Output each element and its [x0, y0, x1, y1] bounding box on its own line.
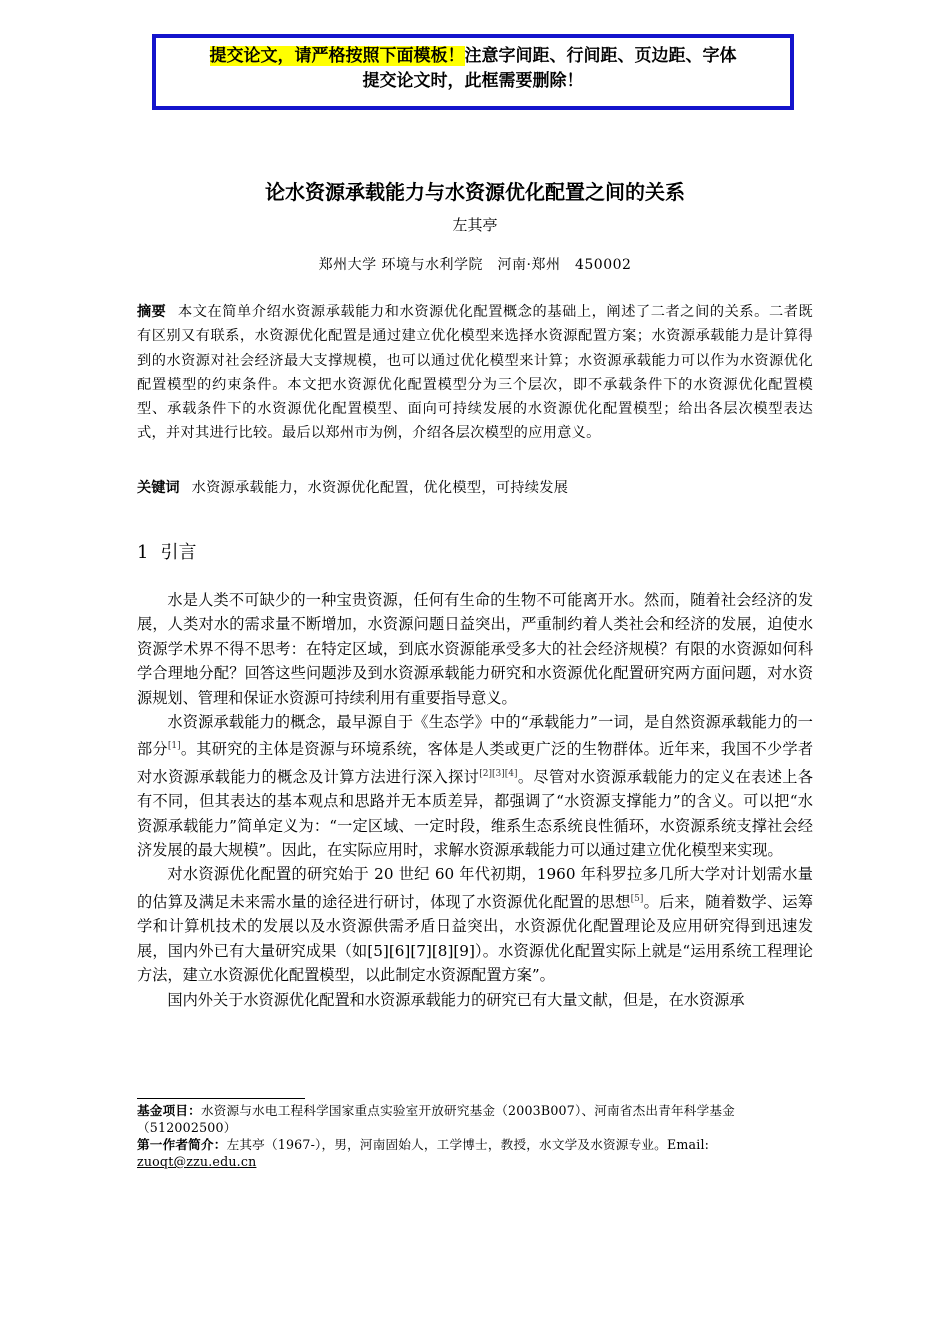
- p2-text-c: 。尽管对水资源承载能力的定义在表述上各有不同，但其表达的基本观点和思路并无本质差异，都强调了“水资源支撑能力”的含义。可以把“水资源承载能力”简单定义为：“一定区域、一定时段，维系生态系统良性循环，水资源系统支撑社会经济发展的最大规模”。因此，在实际应用时，求解水资源承载能力可以通过建立优化模型来实现。: [137, 767, 814, 860]
- fund-label: 基金项目：: [137, 1103, 201, 1118]
- template-notice-box: [152, 34, 794, 110]
- footnote-divider: [137, 1098, 305, 1099]
- body-text: [137, 588, 813, 1012]
- paper-author: 左其亭: [452, 216, 498, 234]
- keywords-text: 水资源承载能力，水资源优化配置，优化模型，可持续发展: [191, 480, 569, 496]
- fund-note: [137, 1102, 813, 1136]
- notice-rest: 注意字间距、行间距、页边距、字体: [464, 46, 737, 66]
- footnote: [137, 1102, 813, 1170]
- paragraph-2: [137, 710, 813, 862]
- citation-ref: [1]: [167, 741, 181, 752]
- notice-highlight: 提交论文，请严格按照下面模板！: [209, 46, 465, 66]
- citation-ref: [5]: [630, 893, 644, 904]
- paper-affiliation: 郑州大学 环境与水利学院 河南·郑州 450002: [318, 257, 632, 273]
- keywords: [137, 477, 813, 497]
- author-note-text: 左其亭（1967-），男，河南固始人，工学博士，教授，水文学及水资源专业。Email:: [226, 1137, 710, 1152]
- abstract-text: 本文在简单介绍水资源承载能力和水资源优化配置概念的基础上，阐述了二者之间的关系。二者既有区别又有联系，水资源优化配置是通过建立优化模型来选择水资源配置方案；水资源承载能力是计算得到的水资源对社会经济最大支撑规模，也可以通过优化模型来计算；水资源承载能力可以作为水资源优化配置模型的约束条件。本文把水资源优化配置模型分为三个层次，即不承载条件下的水资源优化配置模型、承载条件下的水资源优化配置模型、面向可持续发展的水资源优化配置模型；给出各层次模型表达式，并对其进行比较。最后以郑州市为例，介绍各层次模型的应用意义。: [137, 304, 813, 442]
- notice-line-1: [156, 44, 790, 69]
- author-note-label: 第一作者简介：: [137, 1137, 227, 1152]
- p3-text-a: 对水资源优化配置的研究始于 20 世纪 60 年代初期，1960 年科罗拉多几所大学对计划需水量的估算及满足未来需水量的途径进行研讨，体现了水资源优化配置的思想: [137, 865, 813, 911]
- p2-text-b: 。其研究的主体是资源与环境系统，客体是人类或更广泛的生物群体。近年来，我国不少学者对水资源承载能力的概念及计算方法进行深入探讨: [137, 740, 814, 786]
- paragraph-1: 水是人类不可缺少的一种宝贵资源，任何有生命的生物不可能离开水。然而，随着社会经济的发展，人类对水的需求量不断增加，水资源问题日益突出，严重制约着人类社会和经济的发展，迫使水资源学术界不得不思考：在特定区域，到底水资源能承受多大的社会经济规模？有限的水资源如何科学合理地分配？回答这些问题涉及到水资源承载能力研究和水资源优化配置研究两方面问题，对水资源规划、管理和保证水资源可持续利用有重要指导意义。: [137, 591, 813, 707]
- section-title: 引言: [160, 542, 197, 563]
- abstract-label: 摘要: [137, 304, 166, 320]
- paper-title: 论水资源承载能力与水资源优化配置之间的关系: [265, 180, 685, 204]
- abstract: [137, 300, 813, 446]
- author-note: [137, 1136, 813, 1170]
- email-link[interactable]: zuoqt@zzu.edu.cn: [137, 1154, 257, 1169]
- p3-text-b: 。后来，随着数学、运筹学和计算机技术的发展以及水资源供需矛盾日益突出，水资源优化配置理论及应用研究得到迅速发展，国内外已有大量研究成果（如[5][6][7][8][9]）。水资源优化配置实际上就是“运用系统工程理论方法，建立水资源优化配置模型，以此制定水资源配置方案”。: [137, 892, 814, 985]
- section-number: 1: [137, 542, 149, 563]
- paragraph-4: 国内外关于水资源优化配置和水资源承载能力的研究已有大量文献，但是，在水资源承: [167, 990, 745, 1009]
- section-heading: [137, 538, 196, 564]
- notice-line-2: 提交论文时，此框需要删除！: [362, 71, 584, 91]
- keywords-label: 关键词: [137, 480, 180, 496]
- p2-text-a: 水资源承载能力的概念，最早源自于《生态学》中的“承载能力”一词，是自然资源承载能力的一部分: [137, 713, 813, 759]
- fund-text: 水资源与水电工程科学国家重点实验室开放研究基金（2003B007）、河南省杰出青年科学基金（512002500）: [137, 1103, 735, 1135]
- citation-ref: [2][3][4]: [479, 768, 518, 779]
- paragraph-3: [137, 862, 813, 987]
